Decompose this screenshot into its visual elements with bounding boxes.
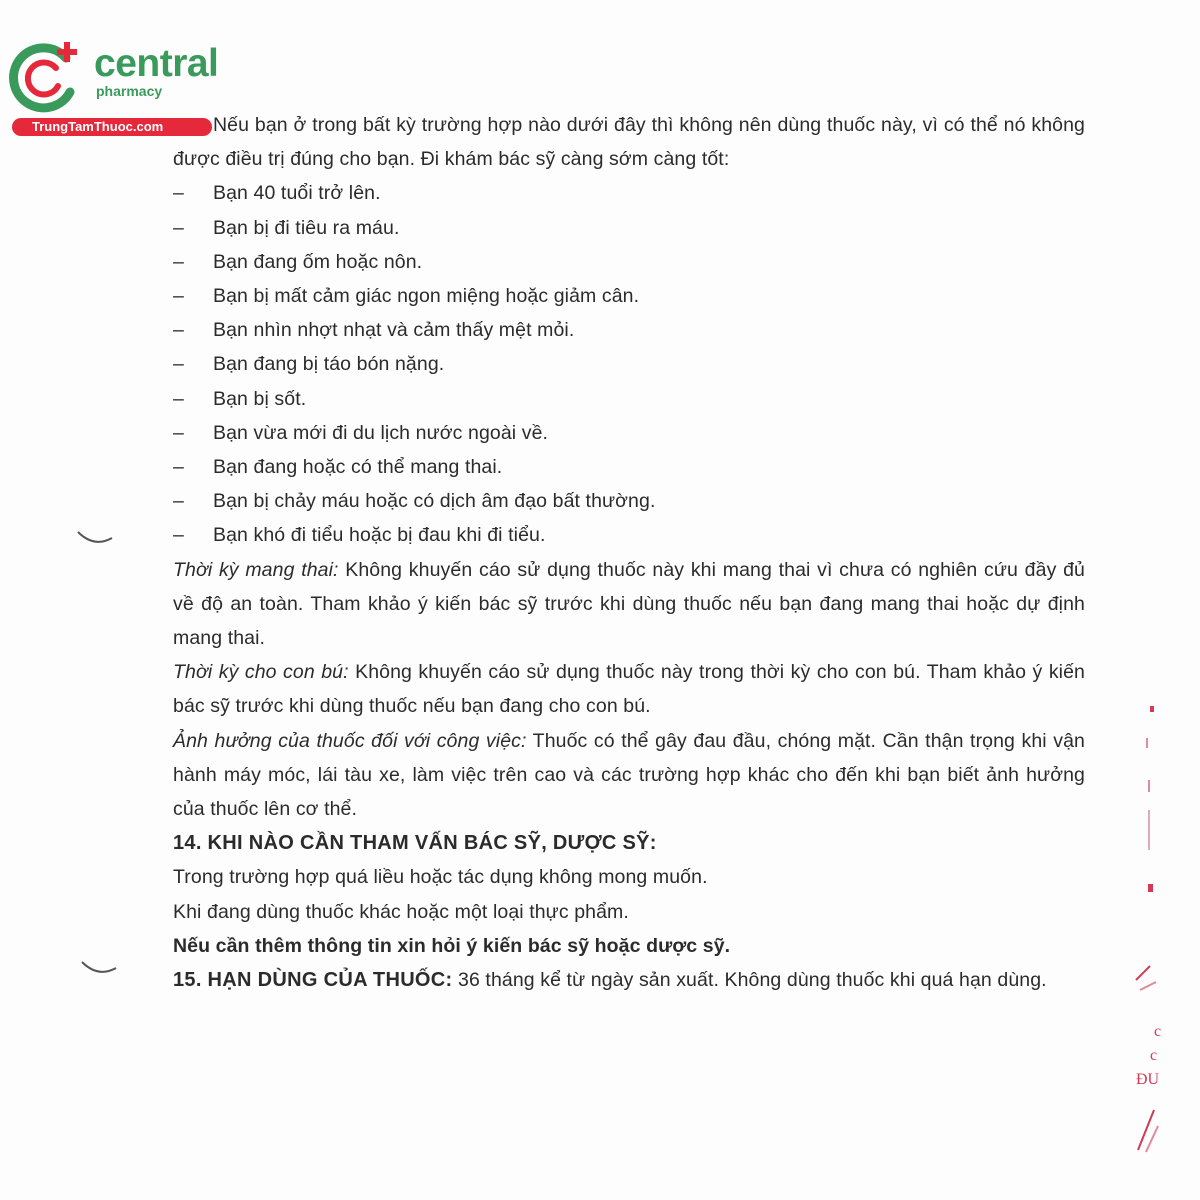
svg-text:c: c — [1150, 1047, 1158, 1064]
list-dash: – — [173, 490, 184, 513]
list-item — [173, 279, 1085, 313]
list-dash: – — [173, 182, 184, 205]
work-effect-label: Ảnh hưởng của thuốc đối với công việc: — [173, 729, 527, 752]
list-item — [173, 518, 1085, 552]
pregnancy-label: Thời kỳ mang thai: — [173, 558, 339, 581]
list-dash: – — [173, 319, 184, 342]
list-item-text: Bạn bị sốt. — [213, 387, 307, 410]
punch-hole-mark — [76, 528, 116, 548]
leaflet-text — [173, 108, 1085, 997]
list-dash: – — [173, 456, 184, 479]
work-effect-text: Thuốc có thể gây đau đầu, chóng mặt. Cần thận trọng khi vận hành máy móc, lái tàu xe, làm việc trên cao và các trường hợp khác cho đến khi bạn biết ảnh hưởng của thuốc lên cơ thể. — [173, 729, 1085, 821]
section-14-heading: 14. KHI NÀO CẦN THAM VẤN BÁC SỸ, DƯỢC SỸ: — [173, 832, 657, 855]
list-item-text: Bạn vừa mới đi du lịch nước ngoài về. — [213, 421, 549, 444]
list-item-text: Bạn khó đi tiểu hoặc bị đau khi đi tiểu. — [213, 524, 546, 547]
list-dash: – — [173, 216, 184, 239]
list-item-text: Bạn bị đi tiêu ra máu. — [213, 216, 400, 239]
work-effect-paragraph — [173, 724, 1085, 827]
list-item-text: Bạn nhìn nhợt nhạt và cảm thấy mệt mỏi. — [213, 319, 575, 342]
list-item — [173, 382, 1085, 416]
logo-word: central — [94, 42, 219, 85]
list-item-text: Bạn đang ốm hoặc nôn. — [213, 250, 423, 273]
list-item-text: Bạn bị mất cảm giác ngon miệng hoặc giảm cân. — [213, 285, 640, 308]
list-item-text: Bạn bị chảy máu hoặc có dịch âm đạo bất thường. — [213, 490, 656, 513]
logo-text — [94, 44, 218, 98]
list-item — [173, 211, 1085, 245]
logo-sub: pharmacy — [96, 83, 163, 99]
section-15-paragraph — [173, 963, 1085, 997]
section-14-bold-line: Nếu cần thêm thông tin xin hỏi ý kiến bác sỹ hoặc dược sỹ. — [173, 934, 731, 957]
list-item — [173, 484, 1085, 518]
list-dash: – — [173, 387, 184, 410]
list-dash: – — [173, 421, 184, 444]
section-14-line: Khi đang dùng thuốc khác hoặc một loại thực phẩm. — [173, 900, 629, 923]
list-item — [173, 176, 1085, 210]
list-item — [173, 313, 1085, 347]
breastfeeding-text: Không khuyến cáo sử dụng thuốc này trong thời kỳ cho con bú. Tham khảo ý kiến bác sỹ trước khi dùng thuốc nếu bạn đang cho con bú. — [173, 661, 1085, 718]
contraindication-list — [173, 176, 1085, 552]
list-dash: – — [173, 250, 184, 273]
breastfeeding-label: Thời kỳ cho con bú: — [173, 661, 349, 684]
list-item — [173, 245, 1085, 279]
list-item — [173, 416, 1085, 450]
list-dash: – — [173, 353, 184, 376]
intro-paragraph: Nếu bạn ở trong bất kỳ trường hợp nào dưới đây thì không nên dùng thuốc này, vì có thể nó không được điều trị đúng cho bạn. Đi khám bác sỹ càng sớm càng tốt: — [173, 114, 1085, 171]
section-15-heading: 15. HẠN DÙNG CỦA THUỐC: — [173, 969, 453, 992]
pregnancy-text: Không khuyến cáo sử dụng thuốc này khi mang thai vì chưa có nghiên cứu đầy đủ về độ an toàn. Tham khảo ý kiến bác sỹ trước khi dùng thuốc nếu bạn đang mang thai hoặc dự định mang thai. — [173, 558, 1085, 650]
breastfeeding-paragraph — [173, 655, 1085, 723]
logo-mark-icon — [8, 36, 90, 116]
red-stamp-marks — [1128, 690, 1168, 1170]
section-15-text: 36 tháng kể từ ngày sản xuất. Không dùng thuốc khi quá hạn dùng. — [452, 969, 1047, 992]
punch-hole-mark — [80, 958, 120, 978]
list-item — [173, 347, 1085, 381]
logo-banner: TrungTamThuoc.com — [12, 118, 212, 136]
list-dash: – — [173, 524, 184, 547]
pregnancy-paragraph — [173, 553, 1085, 656]
svg-text:c: c — [1154, 1023, 1162, 1040]
svg-text:ĐU: ĐU — [1136, 1071, 1160, 1088]
list-item-text: Bạn 40 tuổi trở lên. — [213, 182, 381, 205]
section-14-line: Trong trường hợp quá liều hoặc tác dụng không mong muốn. — [173, 866, 708, 889]
list-dash: – — [173, 285, 184, 308]
list-item-text: Bạn đang bị táo bón nặng. — [213, 353, 445, 376]
list-item — [173, 450, 1085, 484]
list-item-text: Bạn đang hoặc có thể mang thai. — [213, 456, 503, 479]
